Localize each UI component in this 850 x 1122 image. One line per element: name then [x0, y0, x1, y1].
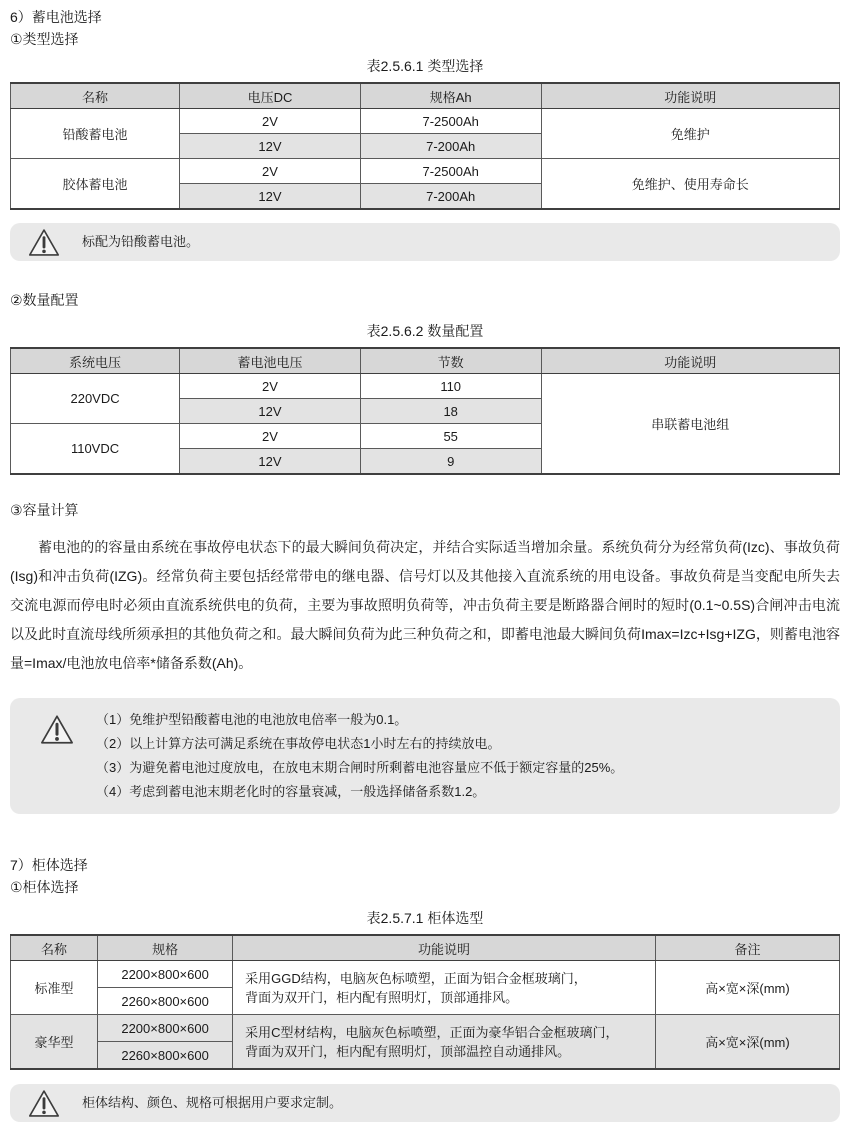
section-6-heading: 6）蓄电池选择 — [10, 9, 102, 25]
table-cell: 7-2500Ah — [360, 159, 541, 184]
table-cell: 110 — [360, 374, 541, 399]
table-cell: 2V — [180, 159, 361, 184]
table-header-row — [11, 348, 840, 374]
subsection-quantity-heading: ②数量配置 — [10, 292, 79, 308]
column-header: 名称 — [11, 83, 180, 109]
section-7-heading: 7）柜体选择 — [10, 857, 88, 873]
type-selection-table — [10, 82, 840, 210]
column-header: 名称 — [11, 935, 98, 961]
note-box — [10, 698, 840, 814]
subsection-capacity-heading: ③容量计算 — [10, 502, 79, 518]
column-header: 蓄电池电压 — [180, 348, 361, 374]
description-line: 采用C型材结构，电脑灰色标喷塑，正面为豪华铝合金框玻璃门， — [245, 1024, 619, 1040]
note-text: （2）以上计算方法可满足系统在事故停电状态1小时左右的持续放电。 — [96, 736, 501, 751]
table-cell: 9 — [360, 449, 541, 475]
table-cell: 12V — [180, 399, 361, 424]
table-cell: 18 — [360, 399, 541, 424]
table-row — [11, 159, 840, 184]
warning-icon — [40, 714, 74, 745]
table-cell: 2V — [180, 374, 361, 399]
table-cell: 高×宽×深(mm) — [655, 1015, 839, 1070]
table-cell: 高×宽×深(mm) — [655, 961, 839, 1015]
cabinet-selection-table — [10, 934, 840, 1070]
description-line: 采用GGD结构，电脑灰色标喷塑，正面为铝合金框玻璃门， — [245, 970, 587, 986]
table-cell: 220VDC — [11, 374, 180, 424]
table-cell: 标准型 — [11, 961, 98, 1015]
note-text: 柜体结构、颜色、规格可根据用户要求定制。 — [82, 1095, 343, 1110]
column-header: 系统电压 — [11, 348, 180, 374]
note-box — [10, 223, 840, 261]
table-row — [11, 961, 840, 988]
description-line: 背面为双开门，柜内配有照明灯，顶部通排风。 — [245, 989, 519, 1005]
column-header: 电压DC — [180, 83, 361, 109]
table-cell: 2200×800×600 — [98, 961, 233, 988]
table-cell: 12V — [180, 449, 361, 475]
table-cell: 55 — [360, 424, 541, 449]
table-cell: 铅酸蓄电池 — [11, 109, 180, 159]
table1-caption: 表2.5.6.1 类型选择 — [366, 58, 484, 74]
table-cell: 免维护、使用寿命长 — [541, 159, 839, 210]
table-header-row — [11, 83, 840, 109]
table-row — [11, 1015, 840, 1042]
table-cell — [233, 1015, 656, 1070]
table-cell — [233, 961, 656, 1015]
table-cell: 串联蓄电池组 — [541, 374, 839, 475]
table-cell: 12V — [180, 134, 361, 159]
warning-icon — [28, 228, 60, 257]
note-text: （4）考虑到蓄电池末期老化时的容量衰减，一般选择储备系数1.2。 — [96, 784, 486, 799]
column-header: 功能说明 — [541, 83, 839, 109]
table-cell: 2260×800×600 — [98, 1042, 233, 1070]
note-item-list — [96, 710, 623, 802]
table-cell: 豪华型 — [11, 1015, 98, 1070]
column-header: 规格 — [98, 935, 233, 961]
note-text: 标配为铅酸蓄电池。 — [82, 234, 200, 249]
note-text: （3）为避免蓄电池过度放电，在放电末期合闸时所剩蓄电池容量应不低于额定容量的25%。 — [96, 760, 624, 775]
subsection-cabinet-heading: ①柜体选择 — [10, 879, 79, 895]
table-cell: 12V — [180, 184, 361, 210]
note-text: （1）免维护型铅酸蓄电池的电池放电倍率一般为0.1。 — [96, 712, 408, 727]
table-cell: 7-200Ah — [360, 184, 541, 210]
table-row — [11, 374, 840, 399]
table3-caption: 表2.5.7.1 柜体选型 — [366, 910, 484, 926]
note-box — [10, 1084, 840, 1122]
column-header: 规格Ah — [360, 83, 541, 109]
column-header: 功能说明 — [233, 935, 656, 961]
table-row — [11, 109, 840, 134]
table2-caption: 表2.5.6.2 数量配置 — [366, 323, 484, 339]
table-cell: 2260×800×600 — [98, 988, 233, 1015]
table-cell: 2200×800×600 — [98, 1015, 233, 1042]
quantity-config-table — [10, 347, 840, 475]
warning-icon — [28, 1089, 60, 1118]
description-line: 背面为双开门，柜内配有照明灯，顶部温控自动通排风。 — [245, 1043, 571, 1059]
column-header: 节数 — [360, 348, 541, 374]
table-cell: 7-2500Ah — [360, 109, 541, 134]
table-cell: 免维护 — [541, 109, 839, 159]
table-cell: 2V — [180, 424, 361, 449]
column-header: 备注 — [655, 935, 839, 961]
capacity-paragraph: 蓄电池的的容量由系统在事故停电状态下的最大瞬间负荷决定，并结合实际适当增加余量。系统负荷分为经常负荷(Izc)、事故负荷(Isg)和冲击负荷(IZG)。经常负荷主要包括经常带电的继电器、信号灯以及其他接入直流系统的用电设备。事故负荷是当变配电所失去交流电源而停电时必须由直流系统供电的负荷，主要为事故照明负荷等，冲击负荷主要是断路器合闸时的短时(0.1~0.5S)合闸冲击电流以及此时直流母线所须承担的其他负荷之和。最大瞬间负荷为此三种负荷之和，即蓄电池最大瞬间负荷Imax=Izc+Isg+IZG，则蓄电池容量=Imax/电池放电倍率*储备系数(Ah)。 — [10, 539, 840, 671]
subsection-type-selection-heading: ①类型选择 — [10, 31, 79, 47]
table-cell: 110VDC — [11, 424, 180, 475]
table-cell: 胶体蓄电池 — [11, 159, 180, 210]
table-cell: 7-200Ah — [360, 134, 541, 159]
table-cell: 2V — [180, 109, 361, 134]
table-header-row — [11, 935, 840, 961]
column-header: 功能说明 — [541, 348, 839, 374]
